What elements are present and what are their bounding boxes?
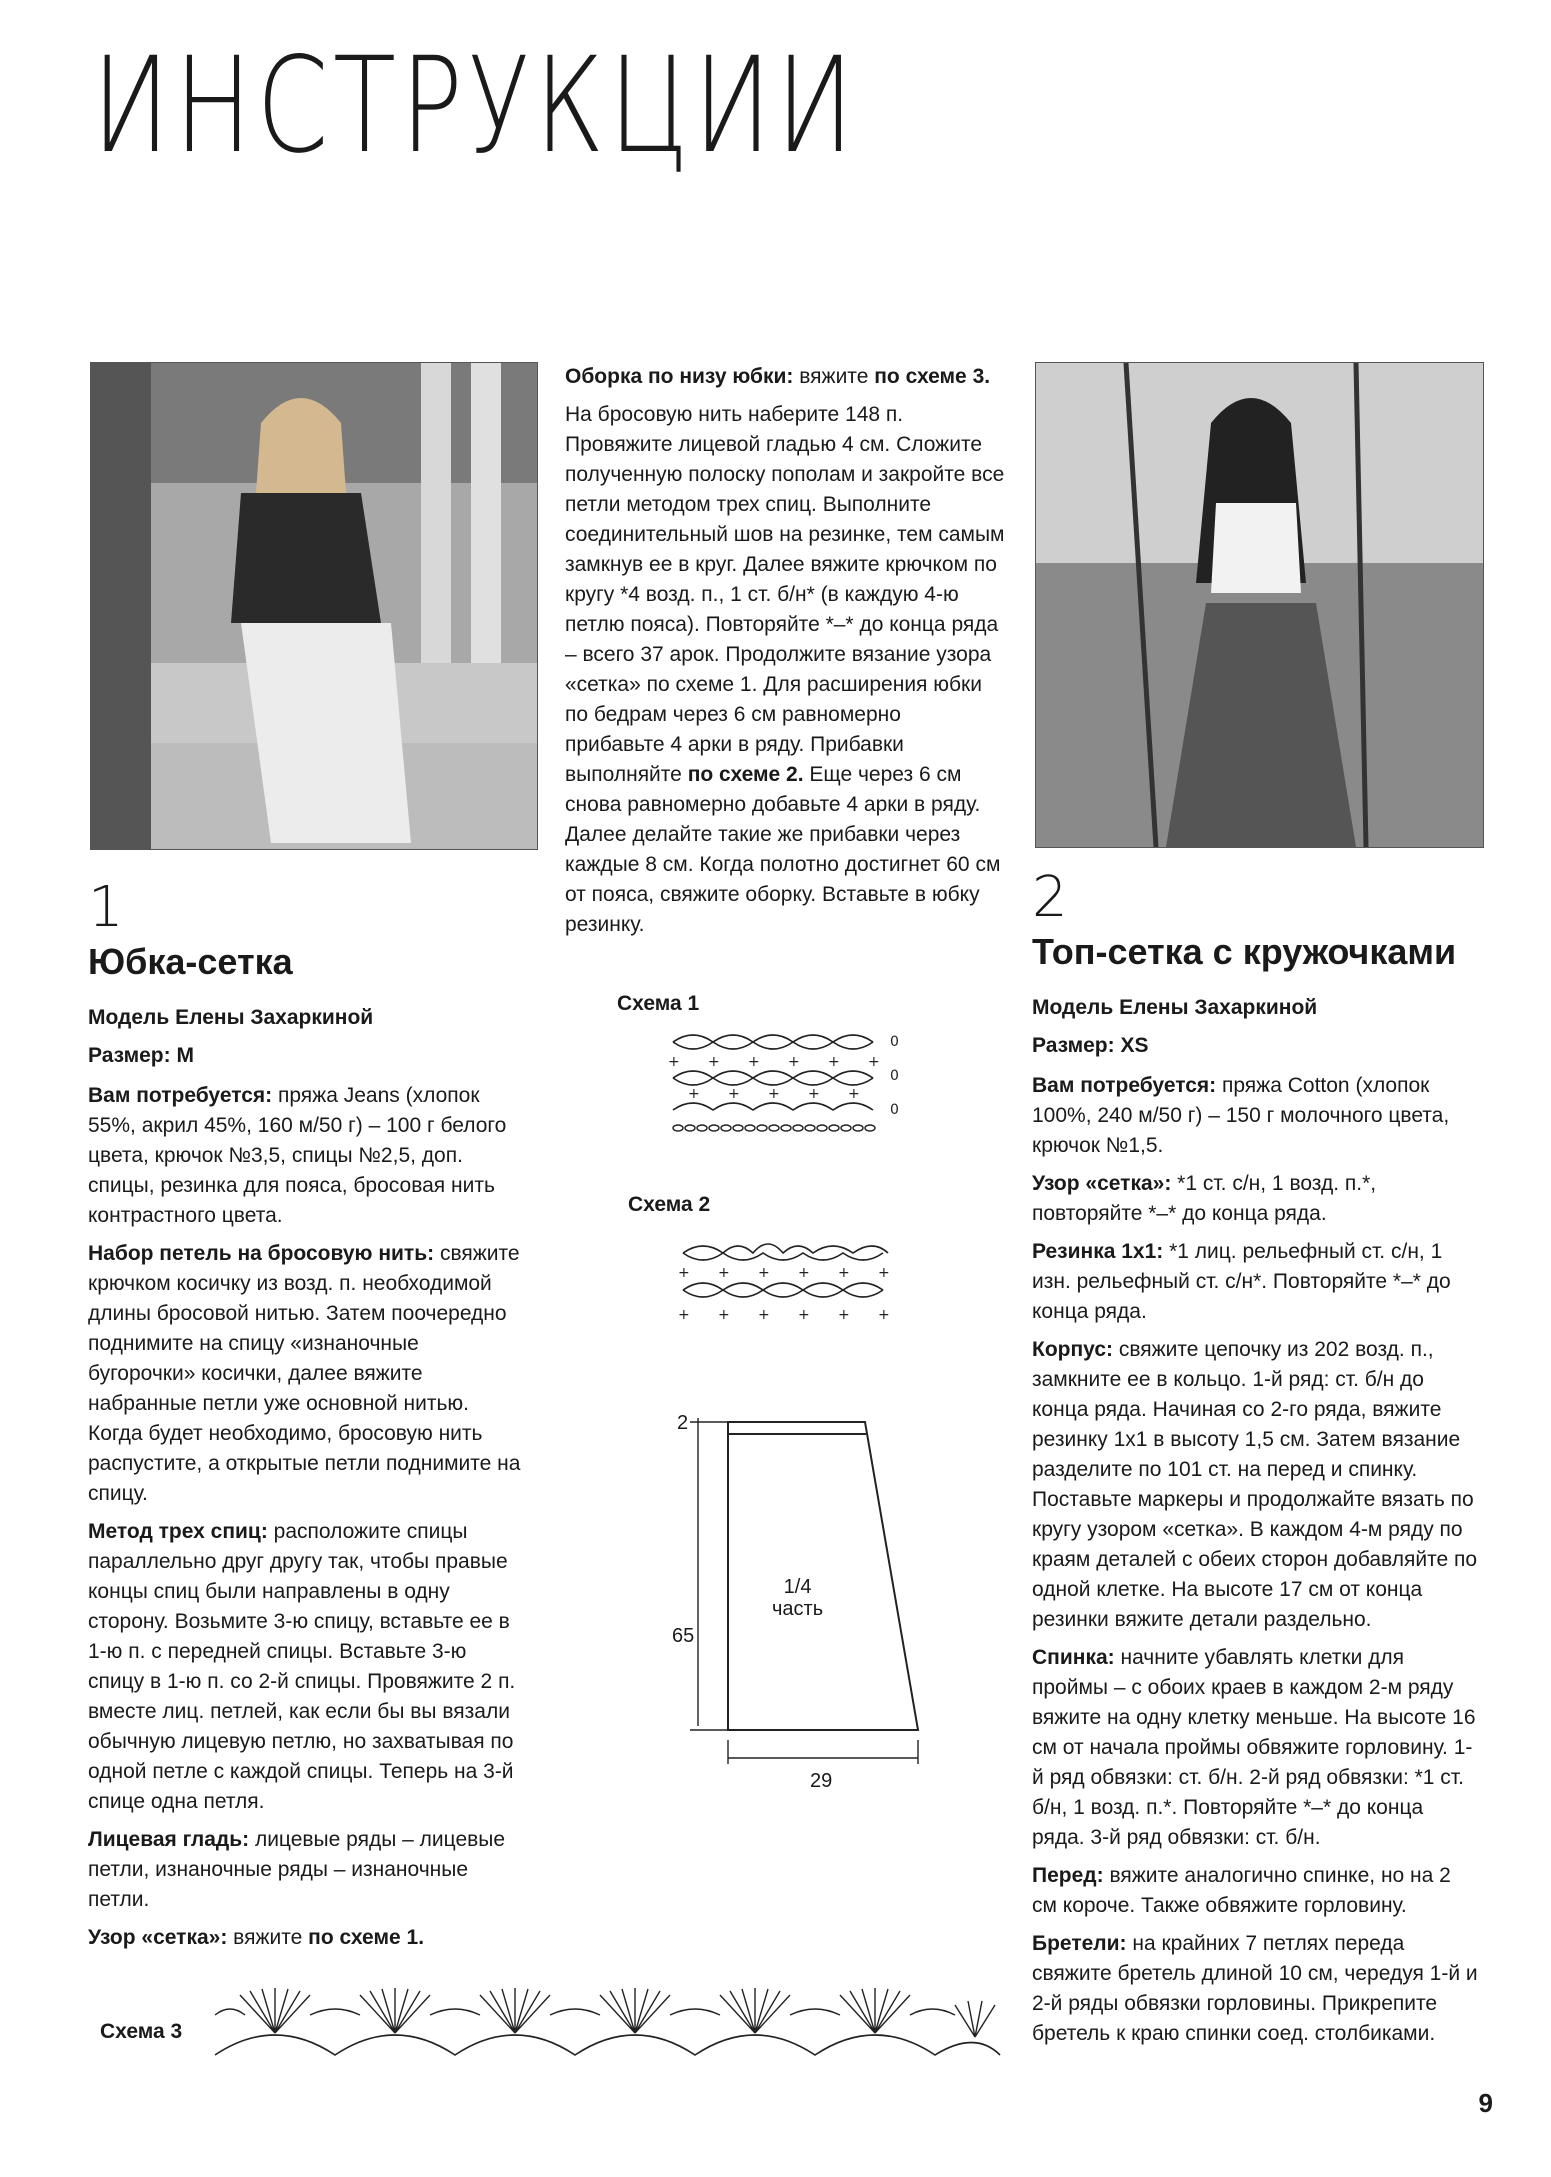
svg-text:+: + [808, 1086, 820, 1102]
page-number: 9 [1478, 2088, 1493, 2118]
model-2-back: Спинка: начните убавлять клетки для проймы – с обоих краев в каждом 2-м ряду вяжите на одну клетку меньше. На высоте 16 см от начала проймы обвяжите горловину. 1-й ряд обвязки: ст. б/н. 2-й ряд обвязки: *1 ст. б/н, 1 возд. п.*. Повторяйте *–* до конца ряда. 3-й ряд обвязки: ст. б/н. [1032, 1646, 1476, 1850]
model-2-mesh: Узор «сетка»: *1 ст. с/н, 1 возд. п.*, повторяйте *–* до конца ряда. [1032, 1172, 1377, 1226]
model-2-front: Перед: вяжите аналогично спинке, но на 2 см короче. Также обвяжите горловину. [1032, 1864, 1451, 1918]
svg-text:+: + [838, 1265, 850, 1281]
svg-text:+: + [828, 1054, 840, 1070]
model-2-photo [1035, 362, 1484, 848]
ruffle-instructions: На бросовую нить наберите 148 п. Провяжите лицевой гладью 4 см. Сложите полученную полоску пополам и закройте все петли методом трех спиц. Выполните соединительный шов на резинке, тем самым замкнув ее в круг. Далее вяжите крючком по кругу *4 возд. п., 1 ст. б/н* (в каждую 4-ю петлю пояса). Повторяйте *–* до конца ряда – всего 37 арок. Продолжите вязание узора «сетка» по схеме 1. Для расширения юбки по бедрам через 6 см равномерно прибавьте 4 арки в ряду. Прибавки выполняйте по схеме 2. Еще через 6 см снова равномерно добавьте 4 арки в ряду. Далее делайте такие же прибавки через каждые 8 см. Когда полотно достигнет 60 см от пояса, свяжите оборку. Вставьте в юбку резинку. [565, 403, 1005, 936]
ruffle-column [565, 362, 1005, 948]
model-1-number: 1 [88, 875, 124, 940]
model-2-column [1032, 865, 1480, 2057]
model-1-three-needle: Метод трех спиц: расположите спицы параллельно друг другу так, чтобы правые концы спиц были направлены в одну сторону. Возьмите 3-ю спицу, вставьте ее в 1-ю п. с передней спицы. Вставьте 3-ю спицу в 1-ю п. со 2-й спицы. Провяжите 2 п. вместе лиц. петлей, как если бы вы вязали обычную лицевую петлю, но захватывая по одной петле с каждой спицы. Теперь на 3-й спице одна петля. [88, 1520, 516, 1814]
svg-text:+: + [728, 1086, 740, 1102]
model-2-straps: Бретели: на крайних 7 петлях переда свяжите бретель длиной 10 см, чередуя 1-й и 2-й ряды обвязки горловины. Прикрепите бретель к краю спинки соед. столбиками. [1032, 1932, 1478, 2046]
pattern-part: часть [772, 1598, 824, 1620]
svg-text:+: + [678, 1265, 690, 1281]
model-2-body: Корпус: свяжите цепочку из 202 возд. п., замкните ее в кольцо. 1-й ряд: ст. б/н до конца ряда. Начиная со 2-го ряда, вяжите резинку 1х1 в высоту 1,5 см. Затем вязание разделите по 101 ст. на перед и спинку. Поставьте маркеры и продолжайте вязать по кругу узором «сетка». В каждом 4-м ряду по краям деталей с обеих сторон добавляйте по одной клетке. На высоте 17 см от конца резинки вяжите детали раздельно. [1032, 1338, 1478, 1632]
model-2-needs: Вам потребуется: пряжа Cotton (хлопок 100%, 240 м/50 г) – 150 г молочного цвета, крючок №1,5. [1032, 1074, 1450, 1158]
model-2-name: Топ-сетка с кружочками [1032, 931, 1457, 972]
svg-text:0: 0 [890, 1034, 899, 1050]
svg-text:+: + [688, 1086, 700, 1102]
svg-text:+: + [708, 1054, 720, 1070]
svg-text:+: + [758, 1307, 770, 1323]
svg-text:+: + [718, 1307, 730, 1323]
model-1-stockinette: Лицевая гладь: лицевые ряды – лицевые петли, изнаночные ряды – изнаночные петли. [88, 1828, 506, 1912]
schema-1-chart [668, 1030, 908, 1140]
model-1-photo [90, 362, 538, 850]
svg-text:+: + [718, 1265, 730, 1281]
svg-text:+: + [788, 1054, 800, 1070]
model-1-cast-on: Набор петель на бросовую нить: свяжите крючком косичку из возд. п. необходимой длины бросовой нитью. Затем поочередно поднимите на спицу «изнаночные бугорочки» косички, далее вяжите набранные петли уже основной нитью. Когда будет необходимо, бросовую нить распустите, а открытые петли поднимите на спицу. [88, 1242, 521, 1506]
model-1-needs: Вам потребуется: пряжа Jeans (хлопок 55%, акрил 45%, 160 м/50 г) – 100 г белого цвета, крючок №3,5, спицы №2,5, доп. спицы, резинка для пояса, бросовая нить контрастного цвета. [88, 1084, 507, 1228]
model-2-rib: Резинка 1х1: *1 лиц. рельефный ст. с/н, 1 изн. рельефный ст. с/н*. Повторяйте *–* до конца ряда. [1032, 1240, 1451, 1324]
svg-text:+: + [838, 1307, 850, 1323]
pattern-width-measure: 29 [810, 1770, 833, 1792]
svg-text:+: + [768, 1086, 780, 1102]
model-1-name: Юбка-сетка [88, 941, 293, 982]
model-1-column [88, 875, 528, 1961]
svg-text:+: + [798, 1307, 810, 1323]
svg-text:+: + [868, 1054, 880, 1070]
schema-2-chart [678, 1235, 898, 1335]
model-2-size: Размер: XS [1032, 1034, 1149, 1058]
schema-2-label: Схема 2 [628, 1193, 711, 1216]
model-1-size: Размер: M [88, 1044, 194, 1068]
model-1-author: Модель Елены Захаркиной [88, 1006, 374, 1030]
svg-text:+: + [748, 1054, 760, 1070]
pattern-top-measure: 2 [677, 1412, 689, 1434]
ruffle-heading: Оборка по низу юбки: вяжите по схеме 3. [565, 365, 991, 388]
svg-text:0: 0 [890, 1068, 899, 1084]
schema-1-label: Схема 1 [617, 992, 700, 1015]
svg-text:+: + [758, 1265, 770, 1281]
svg-text:0: 0 [890, 1102, 899, 1118]
pattern-label [772, 1576, 823, 1620]
svg-text:+: + [668, 1054, 680, 1070]
model-2-author: Модель Елены Захаркиной [1032, 996, 1318, 1020]
pattern-height-measure: 65 [672, 1625, 695, 1647]
pattern-fraction: 1/4 [783, 1576, 812, 1598]
svg-text:+: + [848, 1086, 860, 1102]
svg-text:+: + [878, 1307, 890, 1323]
model-2-number: 2 [1032, 865, 1068, 930]
page-title: ИНСТРУКЦИИ [92, 29, 859, 183]
svg-text:+: + [878, 1265, 890, 1281]
schema-3-chart [210, 1985, 1010, 2075]
svg-text:+: + [798, 1265, 810, 1281]
model-1-mesh: Узор «сетка»: вяжите по схеме 1. [88, 1926, 425, 1950]
svg-text:+: + [678, 1307, 690, 1323]
schema-3-label: Схема 3 [100, 2020, 183, 2043]
